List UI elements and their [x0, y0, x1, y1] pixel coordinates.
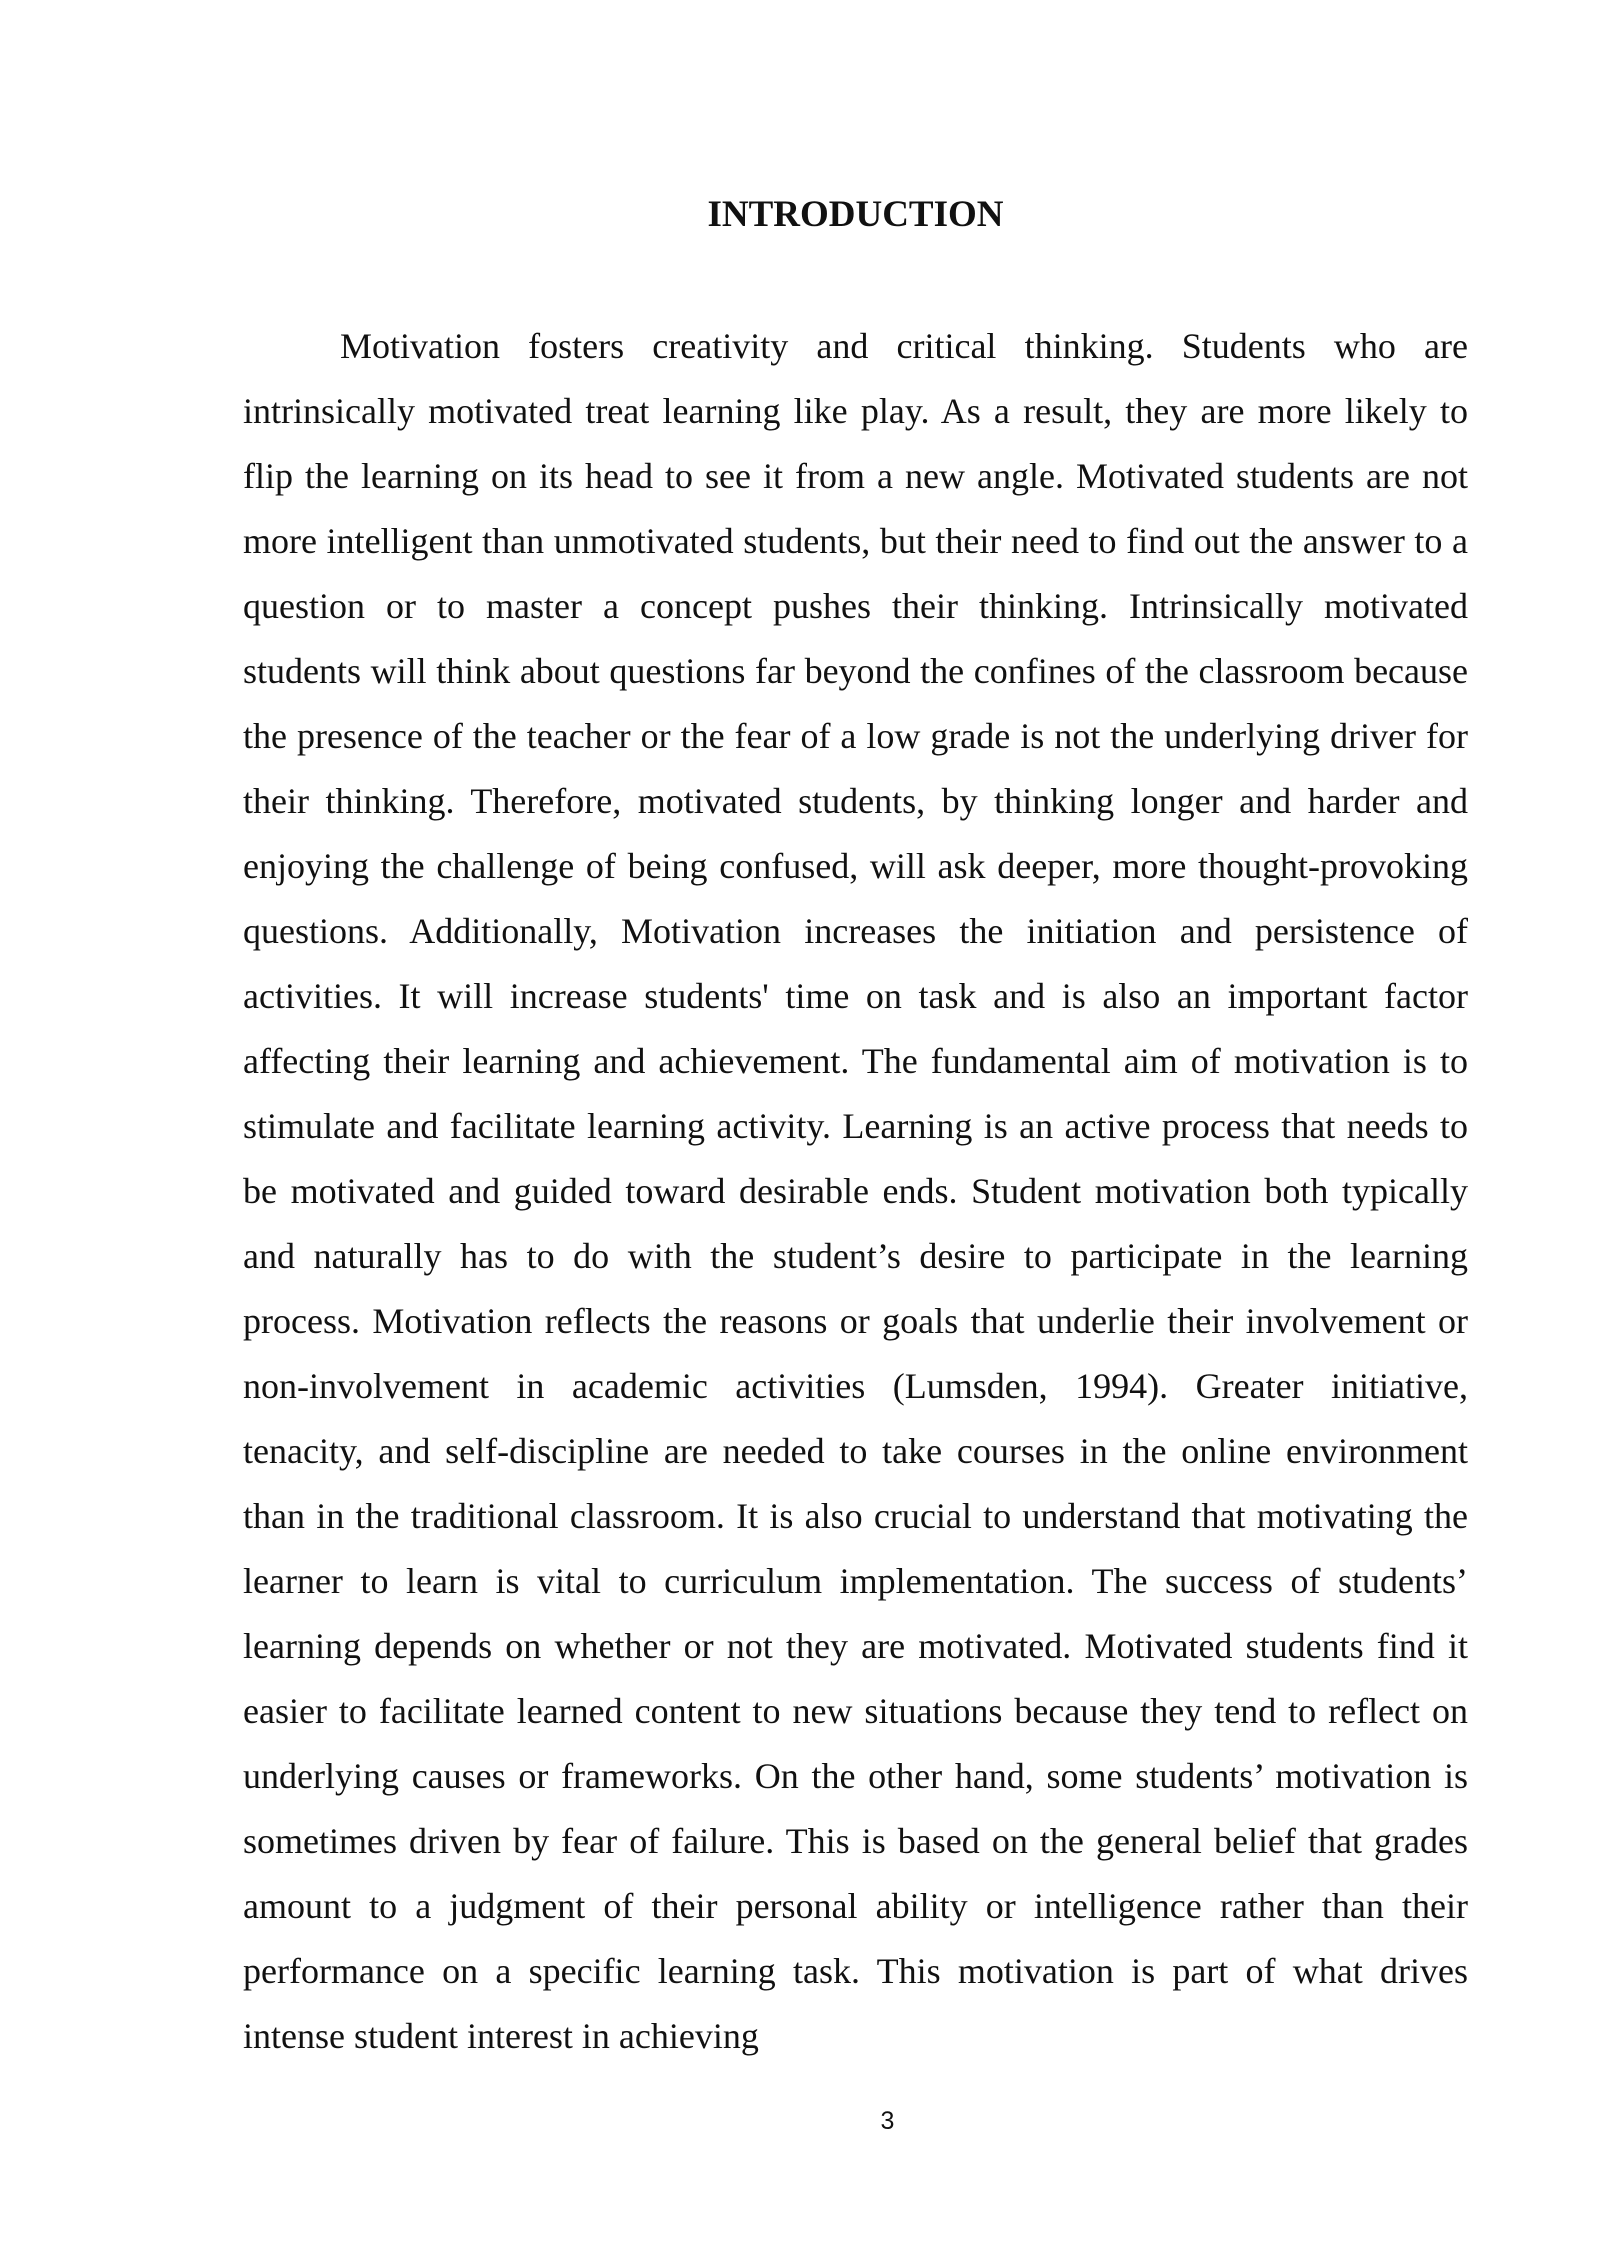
- page-number: 3: [880, 2107, 895, 2135]
- section-heading: INTRODUCTION: [707, 194, 1004, 235]
- body-paragraph: Motivation fosters creativity and critical thinking. Students who are intrinsically motivated treat learning like play. As a result, they are more likely to flip the learning on its head to see it from a new angle. Motivated students are not more intelligent than unmotivated students, but their need to find out the answer to a question or to master a concept pushes their thinking. Intrinsically motivated students will think about questions far beyond the confines of the classroom because the presence of the teacher or the fear of a low grade is not the underlying driver for their thinking. Therefore, motivated students, by thinking longer and harder and enjoying the challenge of being confused, will ask deeper, more thought-provoking questions. Additionally, Motivation increases the initiation and persistence of activities. It will increase students' time on task and is also an important factor affecting their learning and achievement. The fundamental aim of motivation is to stimulate and facilitate learning activity. Learning is an active process that needs to be motivated and guided toward desirable ends. Student motivation both typically and naturally has to do with the student’s desire to participate in the learning process. Motivation reflects the reasons or goals that underlie their involvement or non-involvement in academic activities (Lumsden, 1994). Greater initiative, tenacity, and self-discipline are needed to take courses in the online environment than in the traditional classroom. It is also crucial to understand that motivating the learner to learn is vital to curriculum implementation. The success of students’ learning depends on whether or not they are motivated. Motivated students find it easier to facilitate learned content to new situations because they tend to reflect on underlying causes or frameworks. On the other hand, some students’ motivation is sometimes driven by fear of failure. This is based on the general belief that grades amount to a judgment of their personal ability or intelligence rather than their performance on a specific learning task. This motivation is part of what drives intense student interest in achieving: [243, 326, 1468, 2056]
